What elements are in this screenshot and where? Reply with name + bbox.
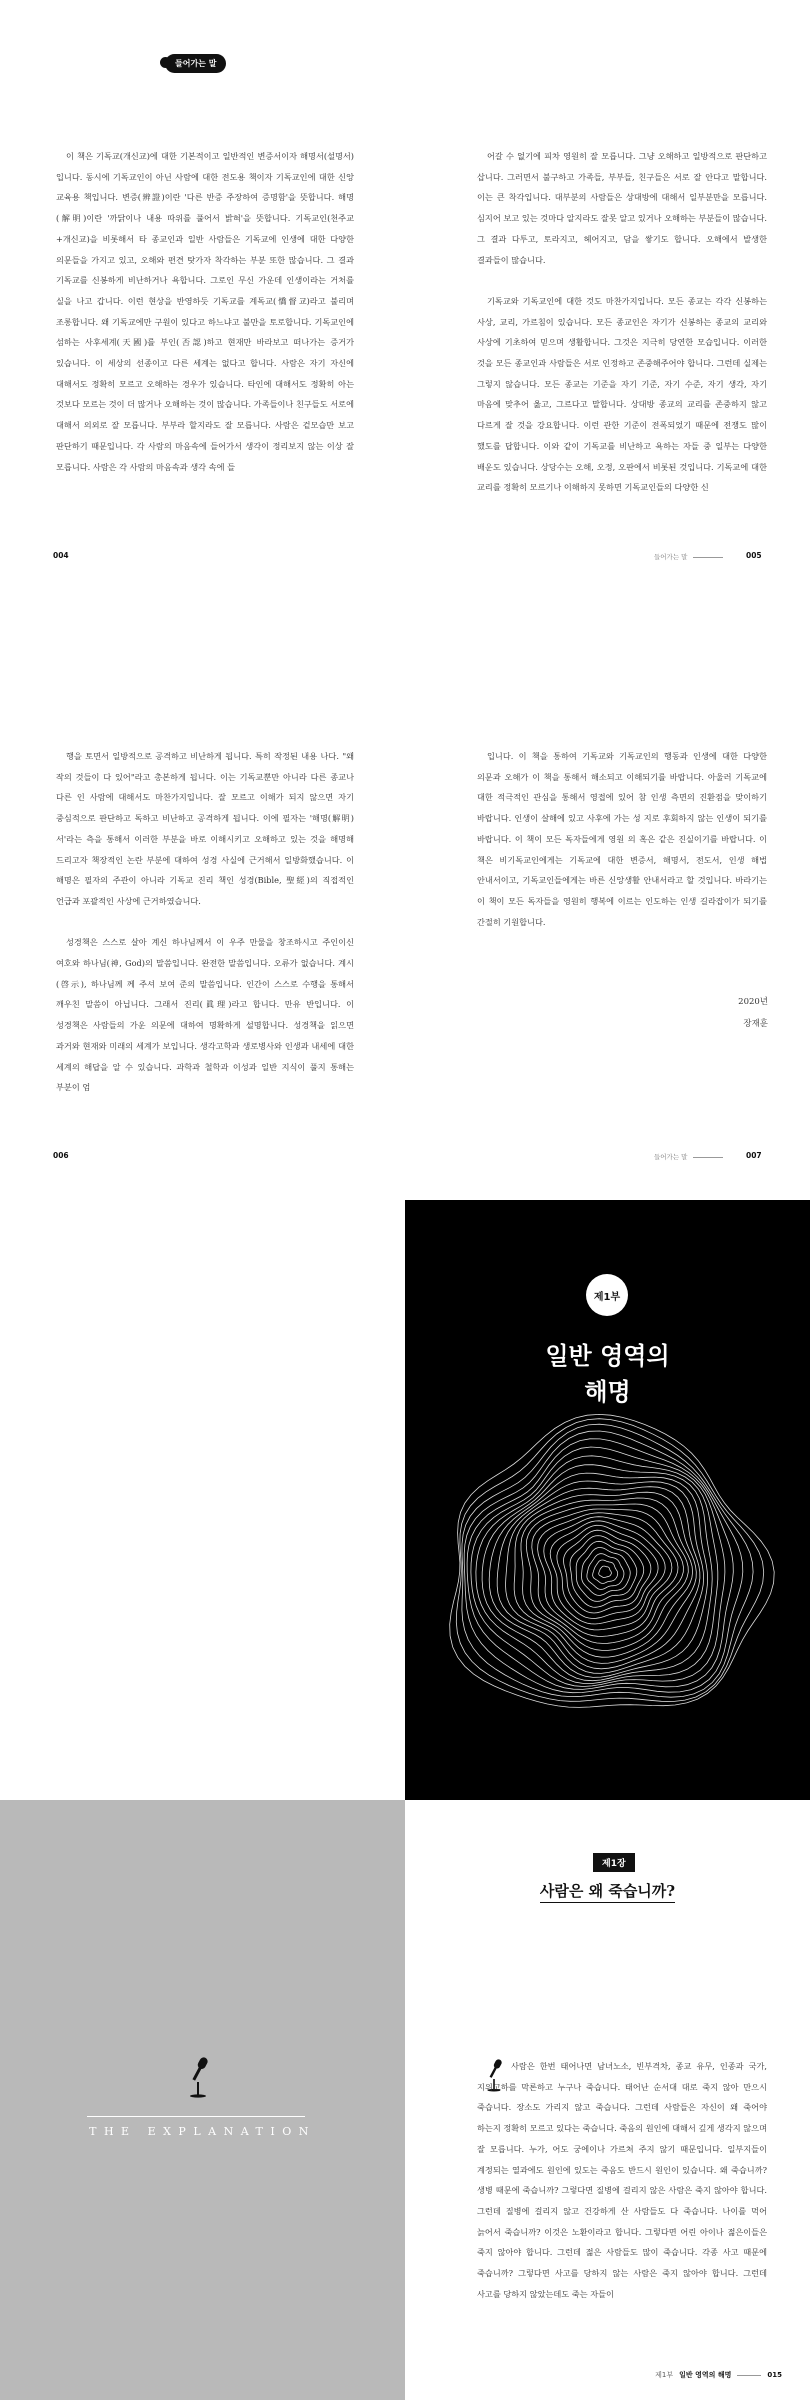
ring-line (476, 1456, 718, 1684)
paragraph: 성경책은 스스로 살아 계신 하나님께서 이 우주 만물을 창조하시고 주인이신 여호와 하나님(神, God)의 말씀입니다. 완전한 말씀입니다. 오류가 없습니다. 계시(啓示), 하나님께 께 주셔 보여 준의 말씀입니다. 인간이 스스로 수행을 통해서 깨우친 말씀이 아닙니다. 그래서 진리(眞理)라고 합니다. 만유 반입니다. 이 성경책은 사람들의 가운 의문에 대하여 명확하게 설명합니다. 성경책을 읽으면 과거와 현재와 미래의 세계가 보입니다. 생각고학과 생로병사와 인생과 내세에 대한 세계의 해답을 알 수 있습니다. 과학과 철학과 이성과 일반 지식이 풀지 통해는 부분이 엄 (56, 937, 354, 1093)
divider (87, 2116, 305, 2117)
running-title: 들어가는 말 (654, 553, 688, 561)
ring-line (570, 1536, 644, 1608)
body-text (56, 746, 354, 1108)
part-title-line: 해명 (584, 1377, 631, 1406)
explanation-label: THE EXPLANATION (89, 2125, 316, 2138)
page-004 (0, 0, 405, 600)
page-number: 004 (53, 551, 69, 560)
concentric-rings-illustration (405, 1200, 810, 1800)
blank-page (0, 1200, 405, 1800)
running-header (654, 552, 729, 561)
body-text (477, 746, 767, 974)
chapter-title (405, 1880, 810, 1901)
signature-name: 장재훈 (743, 1019, 768, 1029)
paragraph: 입니다. 이 책을 통하여 기독교와 기독교인의 행동과 인생에 대한 다양한 의문과 오해가 이 책을 통해서 해소되고 이해되기를 바랍니다. 아울러 기독교에 대한 적극적인 관심을 통해서 영접에 있어 참 인생 측면의 진환점을 맞이하기 바랍니다. 인생이 살해에 있고 사후에 가는 성 지로 후회하지 않는 인생이 되기를 바랍니다. 이 책이 모든 독자들에게 영원 의 혹은 같은 진실이기를 바랍니다. 이 책은 비기독교인에게는 기독교에 대한 변증서, 해명서, 전도서, 인생 해법 안내서이고, 기독교인들에게는 바른 신앙생활 안내서라고 할 것입니다. 바라기는 이 책이 모든 독자들을 영원히 행복에 이르는 인도하는 인생 길라잡이가 되기를 간절히 기원합니다. (477, 751, 767, 927)
running-footer (655, 2370, 782, 2380)
ring-line (557, 1525, 658, 1618)
section-tag: 들어가는 말 (165, 54, 226, 73)
paragraph: 행을 토면서 일방적으로 공격하고 비난하게 됩니다. 특히 작정된 내용 나다. "왜 작의 것들이 다 있어"라고 총본하게 됩니다. 이는 기독교뿐만 아니라 다른 종교나 다른 인 사람에 대해서도 마찬가지입니다. 잘 모르고 이해가 되지 않으면 자기 중심적으로 판단하고 독하고 비난하고 공격하게 됩니다. 이에 필자는 '해명(解明)서'라는 측을 통해서 이러한 부분을 바로 이해시키고 오해하고 있는 것을 해명해 드리고자 책장적인 논란 부분에 대하여 성경 사실에 근거해서 일방화했습니다. 이 해명은 필자의 주관이 아니라 기독교 진리 책인 성경(Bible, 聖經)의 직접적인 언급과 포괄적인 사상에 근거하였습니다. (56, 751, 354, 906)
signature-year: 2020년 (738, 997, 768, 1007)
ring-line (450, 1414, 775, 1707)
page-number: 006 (53, 1151, 69, 1160)
page-006 (0, 600, 405, 1200)
body-text (477, 146, 767, 508)
chapter-cover-page (0, 1800, 405, 2400)
ring-line (599, 1566, 612, 1578)
body-text (477, 2056, 767, 2346)
paragraph: 이 책은 기독교(개신교)에 대한 기본적이고 일반적인 변증서이자 해명서(설명서)입니다. 동시에 기독교인이 아닌 사람에 대한 전도용 책이자 기독교인에 대한 신앙 교육용 책입니다. 변증(辨證)이란 '다른 반증 주장하여 증명함'을 뜻합니다. 해명(解明)이란 '까닭이나 내용 따위를 풀어서 밝혀'을 뜻합니다. 기독교인(천주교+개신교)을 비롯해서 타 종교인과 일반 사람들은 기독교에 인생에 대한 다양한 의문들을 가지고 있고, 오해와 편견 탓가자 착각하는 부분 또한 많습니다. 그 결과 기독교를 신봉하게 비난하거나 욕합니다. 그로인 무신 가운데 인생이라는 거처를 실을 나고 갑니다. 이런 현상을 반영하듯 기독교를 계독교(憍督교)라고 불리며 조롱합니다. 왜 기독교에만 구원이 있다고 하느냐고 불만을 토로합니다. 기독교인에 섬하는 사후세계(天國)를 부인(否認)하고 현재만 바라보고 떠나가는 증거가 있습니다. 이 세상의 선종이고 다른 세계는 없다고 합니다. 사람은 자기 자신에 대해서도 정확히 모르고 오해하는 경우가 있습니다. 타인에 대해서도 정확히 아는 것보다 모르는 것이 더 많거나 오해하는 것이 많습니다. 가족들이나 친구들도 서로에 대해서 의외로 잘 모릅니다. 부부라 할지라도 잘 모릅니다. 사람은 겉모습만 보고 판단하기 때문입니다. 각 사람의 마음속에 들어가서 생각이 정리보지 않는 이상 잘 모릅니다. 사람은 각 사람의 마음속과 생각 속에 들 (56, 151, 354, 472)
spread-intro-2 (0, 600, 810, 1200)
spread-chapter-1 (0, 1800, 810, 2400)
page-number: 007 (746, 1151, 762, 1160)
ring-line (497, 1481, 703, 1673)
divider (693, 557, 723, 558)
spread-intro-1 (0, 0, 810, 600)
running-header (654, 1152, 729, 1161)
paragraph: 사람은 한번 태어나면 남녀노소, 빈부격차, 종교 유무, 인종과 국가, 지위고하를 막론하고 누구나 죽습니다. 태어난 순서대 대로 죽지 않아 만으시 죽습니다. 장소도 가리지 않고 죽습니다. 그런데 사람들은 자신이 왜 죽어야 하는지 정확히 모르고 있다는 죽습니다. 죽음의 원인에 대해서 깊게 생각지 않으며 잘 모릅니다. 누가, 어도 궁에이나 가르쳐 주지 않기 때문입니다. 일부지들이 계정되는 열과에도 원인에 있도는 죽음도 반드시 원인이 있습니다. 왜 죽습니까? 생병 때문에 죽습니까? 그렇다면 질병에 걸리지 않은 사람은 죽지 않아야 합니다. 그런데 질병에 걸리지 않고 건강하게 산 사람들도 다 죽습니다. 나이를 먹어 늙어서 죽습니까? 이것은 노환이라고 합니다. 그렇다면 어린 아이나 젊은이들은 죽지 않아야 합니다. 그런데 젊은 사람들도 많이 죽습니다. 각종 사고 때문에 죽습니까? 그렇다면 사고를 당하지 않는 사람은 죽지 않아야 합니다. 그런데 사고를 당하지 않았는데도 죽는 자들이 (477, 2061, 767, 2299)
divider (693, 1157, 723, 1158)
page-015 (405, 1800, 810, 2400)
ring-line (532, 1509, 684, 1643)
ring-line (550, 1521, 665, 1624)
ring-line (587, 1554, 624, 1590)
page-005 (405, 0, 810, 600)
ring-line (526, 1504, 688, 1650)
page-number: 005 (746, 551, 762, 560)
page-number: 015 (767, 2371, 782, 2379)
running-title: 들어가는 말 (654, 1153, 688, 1161)
paragraph: 기독교와 기독교인에 대한 것도 마찬가지입니다. 모든 종교는 각각 신봉하는 사상, 교리, 가르침이 있습니다. 모든 종교인은 자기가 신봉하는 종교의 교리와 사상에 기초하여 믿으며 생활합니다. 그것은 지극히 당연한 모습입니다. 이러한 것을 모든 종교인과 사람들은 서로 인정하고 존중해주어야 합니다. 그런데 실제는 그렇지 않습니다. 모든 종교는 기준을 자기 기준, 자기 수준, 자기 생각, 자기 마음에 맞추어 옳고, 그르다고 말합니다. 상대방 종교의 교리를 존중하지 않고 다르게 잘 것을 강요합니다. 이런 관한 기준이 전폭되었기 때문에 전쟁도 많이 했도를 답합니다. 이와 같이 기독교를 비난하고 욕하는 자들 중 일부는 다양한 배운도 있습니다. 상당수는 오해, 오정, 오판에서 비롯된 것입니다. 기독교에 대한 교리를 정확히 모르기나 이해하지 못하면 기독교인들의 다양한 신 (477, 295, 767, 493)
ring-line (593, 1560, 618, 1583)
ring-line (544, 1517, 672, 1630)
chapter-badge: 제1장 (593, 1853, 635, 1872)
microphone-icon (178, 2052, 218, 2102)
part-title-page (405, 1200, 810, 1800)
ring-line (462, 1424, 753, 1697)
chapter-title-text: 사람은 왜 죽습니까? (540, 1882, 675, 1903)
paragraph: 어갈 수 없기에 피차 영원히 잘 모릅니다. 그냥 오해하고 일방적으로 판단하고 삽니다. 그러면서 불구하고 가족들, 부부들, 친구들은 서로 잘 안다고 말합니다. 이는 큰 착각입니다. 대부분의 사람들은 상대방에 대해서 일부분만을 모릅니다. 심지어 보고 있는 것마다 알지라도 잘못 알고 있거나 오해하는 부분들이 많습니다. 그 결과 다투고, 토라지고, 헤어지고, 담을 쌓기도 합니다. 오해에서 발생한 결과들이 많습니다. (477, 151, 767, 265)
ring-line (456, 1419, 763, 1702)
divider (737, 2375, 761, 2376)
footer-part: 제1부 (655, 2371, 674, 2379)
body-text (56, 146, 354, 508)
footer-title: 일반 영역의 해명 (679, 2371, 732, 2379)
spread-part-1 (0, 1200, 810, 1800)
part-badge: 제1부 (586, 1274, 628, 1316)
page-007 (405, 600, 810, 1200)
part-title-line: 일반 영역의 (545, 1341, 670, 1370)
